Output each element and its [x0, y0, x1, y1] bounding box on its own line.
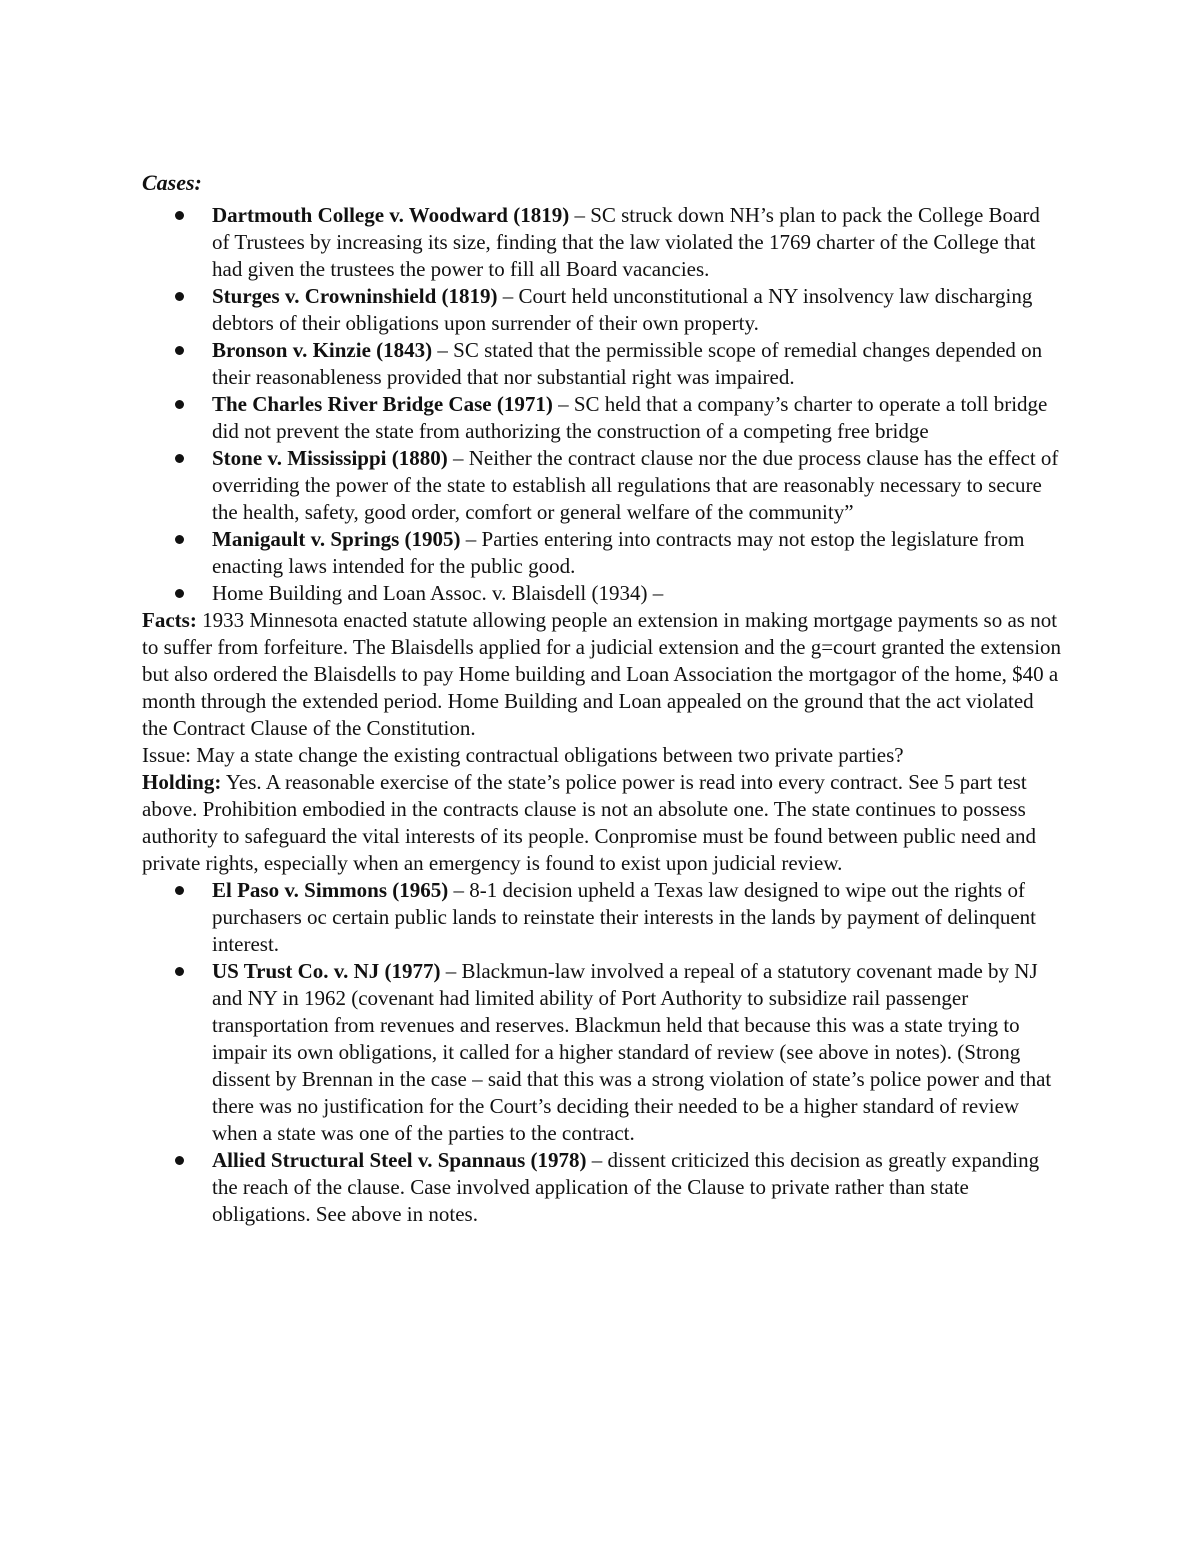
list-item — [142, 526, 1062, 580]
case-summary: – SC stated that the permissible scope of remedial changes depended on their reasonableness provided that nor substantial right was impaired. — [212, 338, 1043, 389]
bullet-icon — [175, 886, 184, 895]
bullet-icon — [175, 346, 184, 355]
list-item — [142, 580, 1062, 607]
case-name: US Trust Co. v. NJ (1977) — [212, 959, 441, 983]
holding-text: Yes. A reasonable exercise of the state’s police power is read into every contract. See 5 part test above. Prohibition embodied in the contracts clause is not an absolute one. The state continues to possess authority to safeguard the vital interests of its people. Conpromise must be found between public need and private rights, especially when an emergency is found to exist upon judicial review. — [142, 770, 1037, 875]
case-name: Manigault v. Springs (1905) — [212, 527, 461, 551]
case-list-part1 — [142, 202, 1062, 607]
issue-paragraph — [142, 742, 1062, 769]
issue-text: Issue: May a state change the existing contractual obligations between two private parties? — [142, 743, 904, 767]
case-summary: – Blackmun-law involved a repeal of a statutory covenant made by NJ and NY in 1962 (covenant had limited ability of Port Authority to subsidize rail passenger transportation from revenues and reserves. Blackmun held that because this was a state trying to impair its own obligations, it called for a higher standard of review (see above in notes). (Strong dissent by Brennan in the case – said that this was a strong violation of state’s police power and that there was no justification for the Court’s deciding their needed to be a higher standard of review when a state was one of the parties to the contract. — [212, 959, 1052, 1145]
holding-label: Holding: — [142, 770, 222, 794]
list-item — [142, 283, 1062, 337]
case-name: Sturges v. Crowninshield (1819) — [212, 284, 498, 308]
bullet-icon — [175, 967, 184, 976]
case-name: Allied Structural Steel v. Spannaus (1978) — [212, 1148, 587, 1172]
list-item — [142, 958, 1062, 1147]
facts-label: Facts: — [142, 608, 197, 632]
bullet-icon — [175, 535, 184, 544]
case-name: El Paso v. Simmons (1965) — [212, 878, 449, 902]
document-page — [142, 168, 1062, 1228]
list-item — [142, 877, 1062, 958]
list-item — [142, 337, 1062, 391]
case-list-part2 — [142, 877, 1062, 1228]
case-name: The Charles River Bridge Case (1971) — [212, 392, 553, 416]
list-item — [142, 202, 1062, 283]
case-summary: – Parties entering into contracts may not estop the legislature from enacting laws intended for the public good. — [212, 527, 1025, 578]
list-item — [142, 445, 1062, 526]
case-summary: Home Building and Loan Assoc. v. Blaisdell (1934) – — [212, 581, 664, 605]
bullet-icon — [175, 1156, 184, 1165]
case-summary: – Neither the contract clause nor the due process clause has the effect of overriding the power of the state to establish all regulations that are reasonably necessary to secure the health, safety, good order, comfort or general welfare of the community” — [212, 446, 1059, 524]
bullet-icon — [175, 211, 184, 220]
case-summary: – SC held that a company’s charter to operate a toll bridge did not prevent the state from authorizing the construction of a competing free bridge — [212, 392, 1048, 443]
holding-paragraph — [142, 769, 1062, 877]
case-summary: – dissent criticized this decision as greatly expanding the reach of the clause. Case involved application of the Clause to private rather than state obligations. See above in notes. — [212, 1148, 1040, 1226]
case-name: Bronson v. Kinzie (1843) — [212, 338, 433, 362]
section-heading: Cases: — [142, 170, 202, 195]
list-item — [142, 1147, 1062, 1228]
bullet-icon — [175, 400, 184, 409]
case-summary: – Court held unconstitutional a NY insolvency law discharging debtors of their obligations upon surrender of their own property. — [212, 284, 1033, 335]
bullet-icon — [175, 454, 184, 463]
bullet-icon — [175, 292, 184, 301]
case-name: Stone v. Mississippi (1880) — [212, 446, 448, 470]
facts-text: 1933 Minnesota enacted statute allowing people an extension in making mortgage payments so as not to suffer from forfeiture. The Blaisdells applied for a judicial extension and the g=court granted the extension but also ordered the Blaisdells to pay Home building and Loan Association the mortgagor of the home, $40 a month through the extended period. Home Building and Loan appealed on the ground that the act violated the Contract Clause of the Constitution. — [142, 608, 1062, 740]
case-summary: – SC struck down NH’s plan to pack the College Board of Trustees by increasing its size, finding that the law violated the 1769 charter of the College that had given the trustees the power to fill all Board vacancies. — [212, 203, 1040, 281]
case-name: Dartmouth College v. Woodward (1819) — [212, 203, 570, 227]
list-item — [142, 391, 1062, 445]
facts-paragraph — [142, 607, 1062, 742]
case-summary: – 8-1 decision upheld a Texas law designed to wipe out the rights of purchasers oc certain public lands to reinstate their interests in the lands by payment of delinquent interest. — [212, 878, 1037, 956]
bullet-icon — [175, 589, 184, 598]
